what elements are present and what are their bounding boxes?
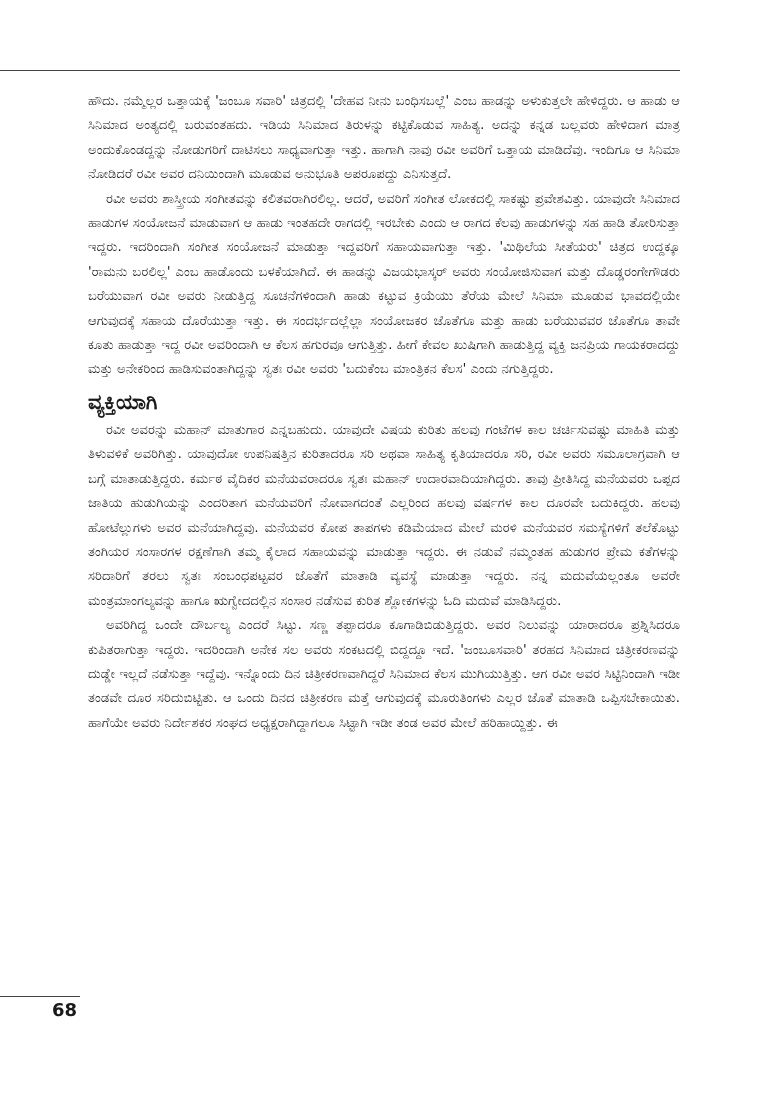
header-rule <box>0 70 680 71</box>
paragraph-4: ಅವರಿಗಿದ್ದ ಒಂದೇ ದೌರ್ಬಲ್ಯ ಎಂದರೆ ಸಿಟ್ಟು. ಸಣ್ಣ ತಪ್ಪಾದರೂ ಕೂಗಾಡಿಬಿಡುತ್ತಿದ್ದರು. ಅವರ ನಿಲುವನ್ನು ಯಾರಾದರೂ ಪ್ರಶ್ನಿಸಿದರೂ ಕುಪಿತರಾಗುತ್ತಾ ಇದ್ದರು. ಇದರಿಂದಾಗಿ ಅನೇಕ ಸಲ ಅವರು ಸಂಕಟದಲ್ಲಿ ಬಿದ್ದದ್ದೂ ಇದೆ. 'ಜಂಬೂಸವಾರಿ' ತರಹದ ಸಿನಿಮಾದ ಚಿತ್ರೀಕರಣವನ್ನು ದುಡ್ಡೇ ಇಲ್ಲದೆ ನಡೆಸುತ್ತಾ ಇದ್ದೆವು. ಇನ್ನೊಂದು ದಿನ ಚಿತ್ರೀಕರಣವಾಗಿದ್ದರೆ ಸಿನಿಮಾದ ಕೆಲಸ ಮುಗಿಯುತ್ತಿತ್ತು. ಆಗ ರವೀ ಅವರ ಸಿಟ್ಟಿನಿಂದಾಗಿ ಇಡೀ ತಂಡವೇ ದೂರ ಸರಿದುಬಿಟ್ಟಿತು. ಆ ಒಂದು ದಿನದ ಚಿತ್ರೀಕರಣ ಮತ್ತೆ ಆಗುವುದಕ್ಕೆ ಮೂರುತಿಂಗಳು ಎಲ್ಲರ ಜೊತೆ ಮಾತಾಡಿ ಒಪ್ಪಿಸಬೇಕಾಯಿತು. ಹಾಗೆಯೇ ಅವರು ನಿರ್ದೇಶಕರ ಸಂಘದ ಅಧ್ಯಕ್ಷರಾಗಿದ್ದಾಗಲೂ ಸಿಟ್ಟಾಗಿ ಇಡೀ ತಂಡ ಅವರ ಮೇಲೆ ಹರಿಹಾಯ್ದಿತ್ತು. ಈ <box>88 618 680 731</box>
footer-rule <box>0 996 80 997</box>
paragraph-1: ಹೌದು. ನಮ್ಮೆಲ್ಲರ ಒತ್ತಾಯಕ್ಕೆ 'ಜಂಬೂ ಸವಾರಿ' ಚಿತ್ರದಲ್ಲಿ 'ದೇಹವ ನೀನು ಬಂಧಿಸಬಲ್ಲೆ' ಎಂಬ ಹಾಡನ್ನು ಅಳುಕುತ್ತಲೇ ಹೇಳಿದ್ದರು. ಆ ಹಾಡು ಆ ಸಿನಿಮಾದ ಅಂತ್ಯದಲ್ಲಿ ಬರುವಂತಹದು. ಇಡಿಯ ಸಿನಿಮಾದ ತಿರುಳನ್ನು ಕಟ್ಟಿಕೊಡುವ ಸಾಹಿತ್ಯ. ಅದನ್ನು ಕನ್ನಡ ಬಲ್ಲವರು ಹೇಳಿದಾಗ ಮಾತ್ರ ಅಂದುಕೊಂಡದ್ದನ್ನು ನೋಡುಗರಿಗೆ ದಾಟಿಸಲು ಸಾಧ್ಯವಾಗುತ್ತಾ ಇತ್ತು. ಹಾಗಾಗಿ ನಾವು ರವೀ ಅವರಿಗೆ ಒತ್ತಾಯ ಮಾಡಿದೆವು. ಇಂದಿಗೂ ಆ ಸಿನಿಮಾ ನೋಡಿದರೆ ರವೀ ಅವರ ದನಿಯಿಂದಾಗಿ ಮೂಡುವ ಅನುಭೂತಿ ಅಪರೂಪದ್ದು ಎನಿಸುತ್ತದೆ. <box>88 94 680 183</box>
paragraph-2: ರವೀ ಅವರು ಶಾಸ್ತ್ರೀಯ ಸಂಗೀತವನ್ನು ಕಲಿತವರಾಗಿರಲಿಲ್ಲ. ಆದರೆ, ಅವರಿಗೆ ಸಂಗೀತ ಲೋಕದಲ್ಲಿ ಸಾಕಷ್ಟು ಪ್ರವೇಶವಿತ್ತು. ಯಾವುದೇ ಸಿನಿಮಾದ ಹಾಡುಗಳ ಸಂಯೋಜನೆ ಮಾಡುವಾಗ ಆ ಹಾಡು ಇಂತಹದೇ ರಾಗದಲ್ಲಿ ಇರಬೇಕು ಎಂದು ಆ ರಾಗದ ಕೆಲವು ಹಾಡುಗಳನ್ನು ಸಹ ಹಾಡಿ ತೋರಿಸುತ್ತಾ ಇದ್ದರು. ಇದರಿಂದಾಗಿ ಸಂಗೀತ ಸಂಯೋಜನೆ ಮಾಡುತ್ತಾ ಇದ್ದವರಿಗೆ ಸಹಾಯವಾಗುತ್ತಾ ಇತ್ತು. 'ಮಿಥಿಲೆಯ ಸೀತೆಯರು' ಚಿತ್ರದ ಉದ್ದಕ್ಕೂ 'ರಾಮನು ಬರಲಿಲ್ಲ' ಎಂಬ ಹಾಡೊಂದು ಬಳಕೆಯಾಗಿದೆ. ಈ ಹಾಡನ್ನು ವಿಜಯಭಾಸ್ಕರ್ ಅವರು ಸಂಯೋಜಿಸುವಾಗ ಮತ್ತು ದೊಡ್ಡರಂಗೇಗೌಡರು ಬರೆಯುವಾಗ ರವೀ ಅವರು ನೀಡುತ್ತಿದ್ದ ಸೂಚನೆಗಳಿಂದಾಗಿ ಹಾಡು ಕಟ್ಟುವ ಕ್ರಿಯೆಯು ತೆರೆಯ ಮೇಲೆ ಸಿನಿಮಾ ಮೂಡುವ ಭಾವದಲ್ಲಿಯೇ ಆಗುವುದಕ್ಕೆ ಸಹಾಯ ದೊರೆಯುತ್ತಾ ಇತ್ತು. ಈ ಸಂದರ್ಭದಲ್ಲೆಲ್ಲಾ ಸಂಯೋಜಕರ ಜೊತೆಗೂ ಮತ್ತು ಹಾಡು ಬರೆಯುವವರ ಜೊತೆಗೂ ತಾವೇ ಕೂತು ಹಾಡುತ್ತಾ ಇದ್ದ ರವೀ ಅವರಿಂದಾಗಿ ಆ ಕೆಲಸ ಹಗುರವೂ ಆಗುತ್ತಿತ್ತು. ಹೀಗೆ ಕೇವಲ ಖುಷಿಗಾಗಿ ಹಾಡುತ್ತಿದ್ದ ವ್ಯಕ್ತಿ ಜನಪ್ರಿಯ ಗಾಯಕರಾದದ್ದು ಮತ್ತು ಅನೇಕರಿಂದ ಹಾಡಿಸುವಂತಾಗಿದ್ದನ್ನು ಸ್ವತಃ ರವೀ ಅವರು 'ಬದುಕೆಂಬ ಮಾಂತ್ರಿಕನ ಕೆಲಸ' ಎಂದು ನಗುತ್ತಿದ್ದರು. <box>88 191 680 378</box>
page-body <box>88 90 680 736</box>
page-number: 68 <box>52 1000 78 1021</box>
paragraph-3: ರವೀ ಅವರನ್ನು ಮಹಾನ್ ಮಾತುಗಾರ ಎನ್ನಬಹುದು. ಯಾವುದೇ ವಿಷಯ ಕುರಿತು ಹಲವು ಗಂಟೆಗಳ ಕಾಲ ಚರ್ಚಿಸುವಷ್ಟು ಮಾಹಿತಿ ಮತ್ತು ತಿಳುವಳಿಕೆ ಅವರಿಗಿತ್ತು. ಯಾವುದೋ ಉಪನಿಷತ್ತಿನ ಕುರಿತಾದರೂ ಸರಿ ಅಥವಾ ಸಾಹಿತ್ಯ ಕೃತಿಯಾದರೂ ಸರಿ, ರವೀ ಅವರು ಸಮೂಲಾಗ್ರವಾಗಿ ಆ ಬಗ್ಗೆ ಮಾತಾಡುತ್ತಿದ್ದರು. ಕರ್ಮಠ ವೈದಿಕರ ಮನೆಯವರಾದರೂ ಸ್ವತಃ ಮಹಾನ್ ಉದಾರವಾದಿಯಾಗಿದ್ದರು. ತಾವು ಪ್ರೀತಿಸಿದ್ದ ಮನೆಯವರು ಒಪ್ಪದ ಜಾತಿಯ ಹುಡುಗಿಯನ್ನು ಎಂದರಿತಾಗ ಮನೆಯವರಿಗೆ ನೋವಾಗದಂತೆ ಎಲ್ಲರಿಂದ ಹಲವು ವರ್ಷಗಳ ಕಾಲ ದೂರವೇ ಬದುಕಿದ್ದರು. ಹಲವು ಹೋಟೆಲ್ಲುಗಳು ಅವರ ಮನೆಯಾಗಿದ್ದವು. ಮನೆಯವರ ಕೋಪ ತಾಪಗಳು ಕಡಿಮೆಯಾದ ಮೇಲೆ ಮರಳಿ ಮನೆಯವರ ಸಮಸ್ಯೆಗಳಿಗೆ ತಲೆಕೊಟ್ಟು ತಂಗಿಯರ ಸಂಸಾರಗಳ ರಕ್ಷಣೆಗಾಗಿ ತಮ್ಮ ಕೈಲಾದ ಸಹಾಯವನ್ನು ಮಾಡುತ್ತಾ ಇದ್ದರು. ಈ ನಡುವೆ ನಮ್ಮಂತಹ ಹುಡುಗರ ಪ್ರೇಮ ಕತೆಗಳನ್ನು ಸರಿದಾರಿಗೆ ತರಲು ಸ್ವತಃ ಸಂಬಂಧಪಟ್ಟವರ ಜೊತೆಗೆ ಮಾತಾಡಿ ವ್ಯವಸ್ಥೆ ಮಾಡುತ್ತಾ ಇದ್ದರು. ನನ್ನ ಮದುವೆಯಲ್ಲಂತೂ ಅವರೇ ಮಂತ್ರಮಾಂಗಲ್ಯವನ್ನು ಹಾಗೂ ಋಗ್ವೇದದಲ್ಲಿನ ಸಂಸಾರ ನಡೆಸುವ ಕುರಿತ ಶ್ಲೋಕಗಳನ್ನು ಓದಿ ಮದುವೆ ಮಾಡಿಸಿದ್ದರು. <box>88 422 680 609</box>
section-heading: ವ್ಯಕ್ತಿಯಾಗಿ <box>88 389 158 414</box>
